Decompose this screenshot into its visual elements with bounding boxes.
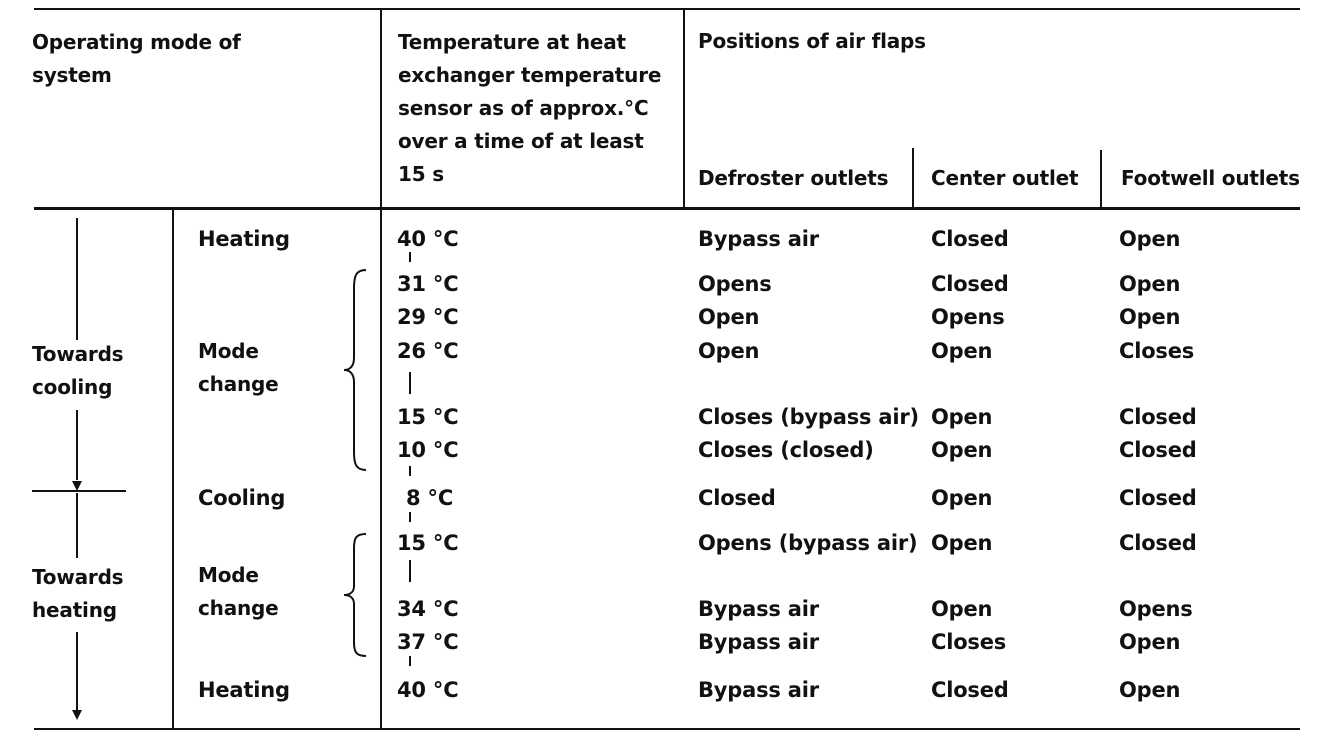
row-10-center: Closed <box>931 678 1009 702</box>
row-8-center: Open <box>931 597 993 621</box>
row-7-footwell: Closed <box>1119 531 1197 555</box>
group-towards-heating: Towards heating <box>32 565 124 622</box>
temp-continuity-mark <box>409 372 411 394</box>
row-9-defroster: Bypass air <box>698 630 819 654</box>
header-operating-mode: Operating mode of system <box>32 30 241 87</box>
row-5-temp: 10 °C <box>397 438 459 462</box>
row-7-defroster: Opens (bypass air) <box>698 531 918 555</box>
row-9-footwell: Open <box>1119 630 1181 654</box>
row-0-center: Closed <box>931 227 1009 251</box>
row-3-footwell: Closes <box>1119 339 1195 363</box>
row-10-temp: 40 °C <box>397 678 459 702</box>
cooling-tick-rule <box>32 490 126 492</box>
row-4-defroster: Closes (bypass air) <box>698 405 919 429</box>
arrow-down-heating-icon <box>72 710 82 720</box>
temp-continuity-mark <box>409 656 411 666</box>
row-6-footwell: Closed <box>1119 486 1197 510</box>
mode-change-brace-cooling-icon <box>340 268 370 472</box>
row-6-center: Open <box>931 486 993 510</box>
column-divider-temperature <box>380 8 382 730</box>
row-10-defroster: Bypass air <box>698 678 819 702</box>
heating-axis-line-upper <box>76 493 78 558</box>
row-7-temp: 15 °C <box>397 531 459 555</box>
row-9-center: Closes <box>931 630 1007 654</box>
row-5-center: Open <box>931 438 993 462</box>
header-footwell-outlets: Footwell outlets <box>1121 166 1300 190</box>
row-7-center: Open <box>931 531 993 555</box>
temp-continuity-mark <box>409 252 411 262</box>
column-divider-positions <box>683 8 685 210</box>
bottom-rule <box>34 728 1300 730</box>
column-divider-mode-sub <box>172 210 174 730</box>
row-2-center: Opens <box>931 305 1005 329</box>
temp-continuity-mark <box>409 512 411 522</box>
row-3-mode: Mode change <box>198 339 279 396</box>
row-2-footwell: Open <box>1119 305 1181 329</box>
temp-continuity-mark <box>409 466 411 476</box>
row-6-temp: 8 °C <box>406 486 454 510</box>
mode-change-brace-heating-icon <box>340 532 370 658</box>
row-2-defroster: Open <box>698 305 760 329</box>
row-4-footwell: Closed <box>1119 405 1197 429</box>
cooling-axis-line <box>76 218 78 340</box>
row-5-defroster: Closes (closed) <box>698 438 874 462</box>
temp-continuity-mark <box>409 560 411 582</box>
row-0-mode: Heating <box>198 227 290 251</box>
row-3-defroster: Open <box>698 339 760 363</box>
row-1-center: Closed <box>931 272 1009 296</box>
row-3-center: Open <box>931 339 993 363</box>
row-8-temp: 34 °C <box>397 597 459 621</box>
row-10-footwell: Open <box>1119 678 1181 702</box>
column-divider-footwell <box>1100 150 1102 208</box>
row-4-center: Open <box>931 405 993 429</box>
row-10-mode: Heating <box>198 678 290 702</box>
header-center-outlet: Center outlet <box>931 166 1079 190</box>
heating-axis-line <box>76 632 78 710</box>
row-1-defroster: Opens <box>698 272 772 296</box>
row-0-temp: 40 °C <box>397 227 459 251</box>
row-3-temp: 26 °C <box>397 339 459 363</box>
row-8-footwell: Opens <box>1119 597 1193 621</box>
row-1-footwell: Open <box>1119 272 1181 296</box>
row-0-footwell: Open <box>1119 227 1181 251</box>
row-4-temp: 15 °C <box>397 405 459 429</box>
row-8-mode: Mode change <box>198 563 279 620</box>
header-temperature: Temperature at heat exchanger temperature sensor as of approx.°C over a time of at least 15 s <box>398 30 662 186</box>
cooling-axis-line-lower <box>76 410 78 480</box>
header-positions-air-flaps: Positions of air flaps <box>698 29 926 53</box>
row-0-defroster: Bypass air <box>698 227 819 251</box>
row-6-mode: Cooling <box>198 486 286 510</box>
row-9-temp: 37 °C <box>397 630 459 654</box>
row-5-footwell: Closed <box>1119 438 1197 462</box>
header-bottom-rule <box>34 207 1300 210</box>
row-8-defroster: Bypass air <box>698 597 819 621</box>
header-defroster-outlets: Defroster outlets <box>698 166 889 190</box>
row-2-temp: 29 °C <box>397 305 459 329</box>
group-towards-cooling: Towards cooling <box>32 342 124 399</box>
column-divider-center <box>912 148 914 208</box>
top-rule <box>34 8 1300 10</box>
row-6-defroster: Closed <box>698 486 776 510</box>
row-1-temp: 31 °C <box>397 272 459 296</box>
